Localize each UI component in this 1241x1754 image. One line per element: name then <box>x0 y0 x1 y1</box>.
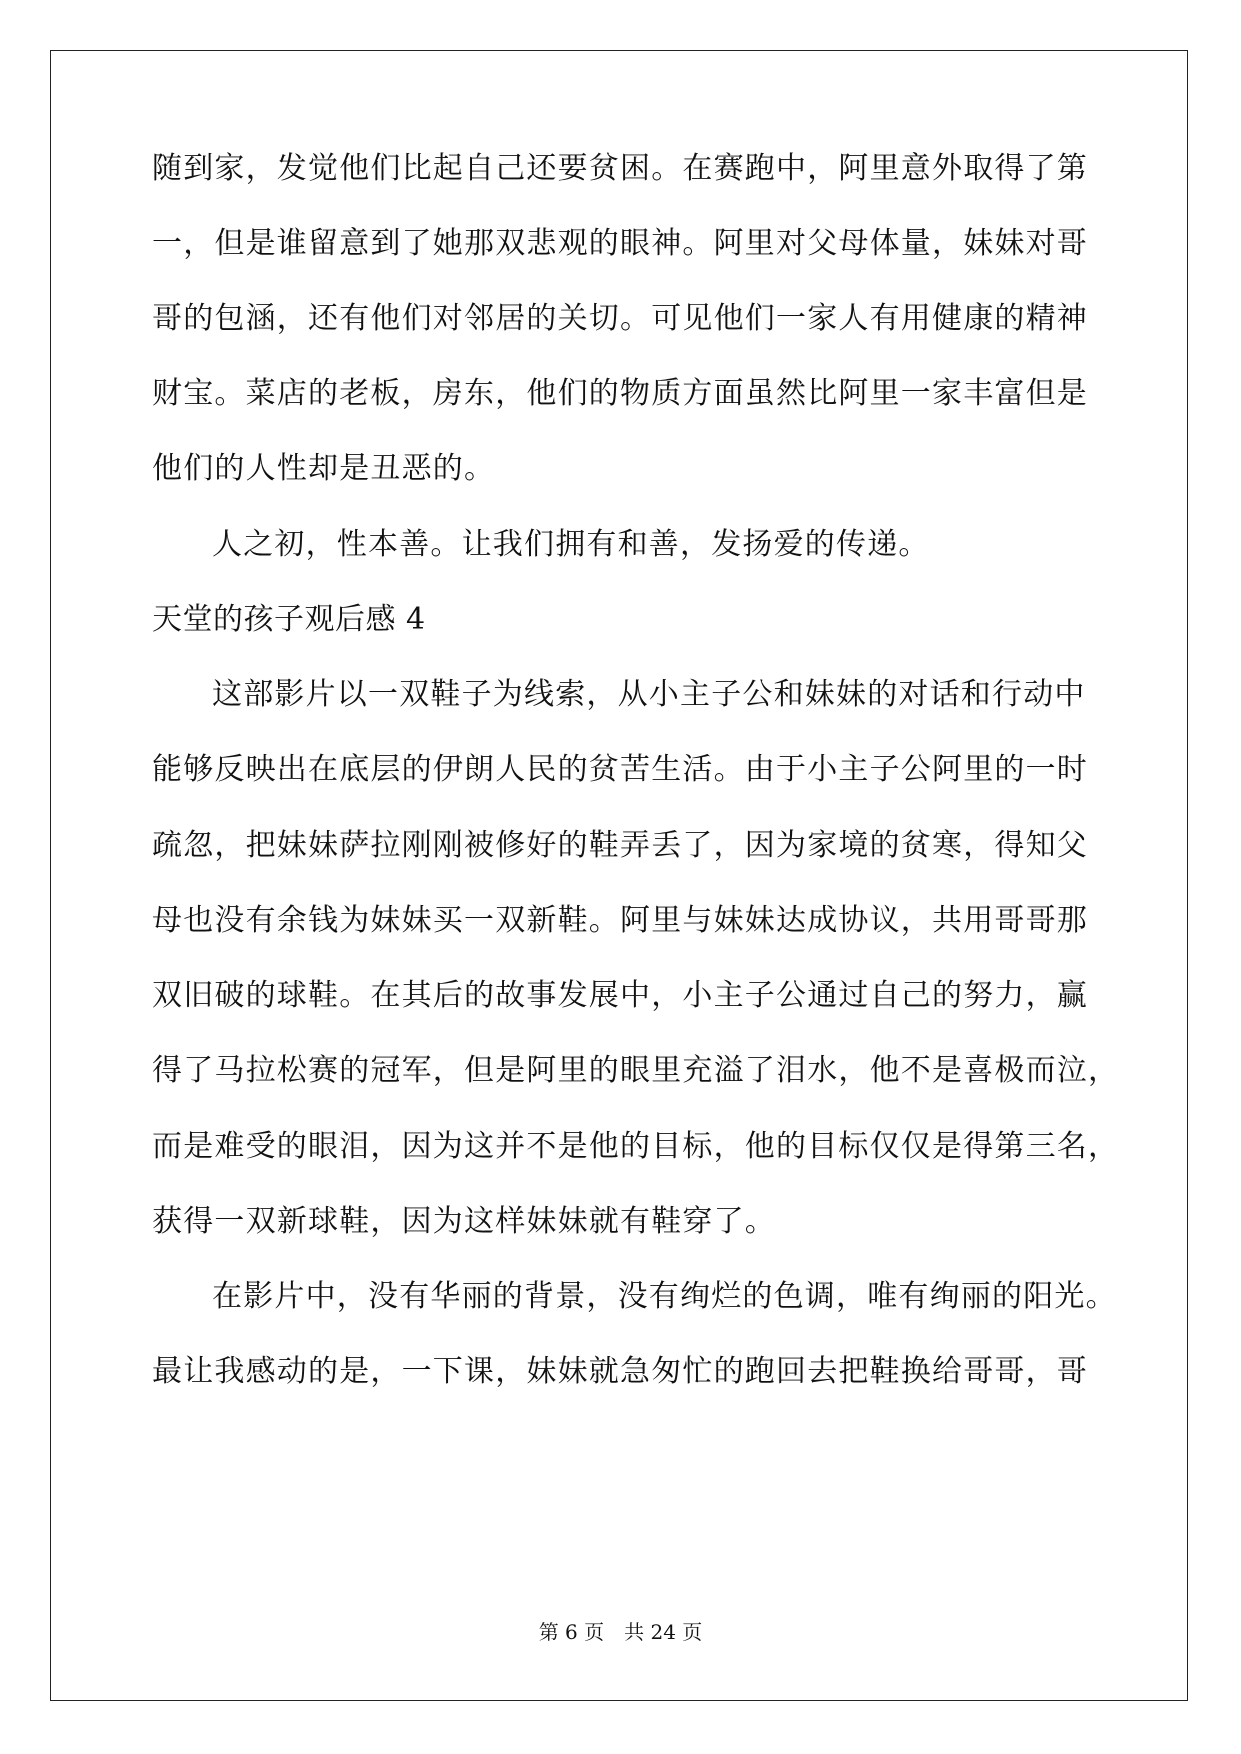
text-line: 能够反映出在底层的伊朗人民的贫苦生活。由于小主子公阿里的一时 <box>152 752 1088 787</box>
page-border <box>50 50 1188 1701</box>
text-line: 哥的包涵，还有他们对邻居的关切。可见他们一家人有用健康的精神 <box>152 301 1088 336</box>
text-line: 母也没有余钱为妹妹买一双新鞋。阿里与妹妹达成协议，共用哥哥那 <box>152 903 1088 938</box>
text-line: 人之初，性本善。让我们拥有和善，发扬爱的传递。 <box>212 527 930 562</box>
text-line: 随到家，发觉他们比起自己还要贫困。在赛跑中，阿里意外取得了第 <box>152 151 1088 186</box>
text-line: 在影片中，没有华丽的背景，没有绚烂的色调，唯有绚丽的阳光。 <box>212 1279 1117 1314</box>
text-line: 得了马拉松赛的冠军，但是阿里的眼里充溢了泪水，他不是喜极而泣， <box>152 1053 1120 1088</box>
page-total: 共 24 页 <box>624 1620 703 1644</box>
text-line: 双旧破的球鞋。在其后的故事发展中，小主子公通过自己的努力，赢 <box>152 978 1088 1013</box>
text-line: 最让我感动的是，一下课，妹妹就急匆忙的跑回去把鞋换给哥哥，哥 <box>152 1354 1088 1389</box>
page-number: 第 6 页 <box>538 1620 605 1644</box>
section-heading: 天堂的孩子观后感 4 <box>152 602 426 637</box>
text-line: 一，但是谁留意到了她那双悲观的眼神。阿里对父母体量，妹妹对哥 <box>152 226 1088 261</box>
text-line: 财宝。菜店的老板，房东，他们的物质方面虽然比阿里一家丰富但是 <box>152 376 1088 411</box>
text-line: 疏忽，把妹妹萨拉刚刚被修好的鞋弄丢了，因为家境的贫寒，得知父 <box>152 828 1088 863</box>
text-line: 这部影片以一双鞋子为线索，从小主子公和妹妹的对话和行动中 <box>212 677 1086 712</box>
text-line: 他们的人性却是丑恶的。 <box>152 451 496 486</box>
text-line: 而是难受的眼泪，因为这并不是他的目标，他的目标仅仅是得第三名， <box>152 1129 1120 1164</box>
text-line: 获得一双新球鞋，因为这样妹妹就有鞋穿了。 <box>152 1204 776 1239</box>
page-footer <box>0 1620 1241 1644</box>
